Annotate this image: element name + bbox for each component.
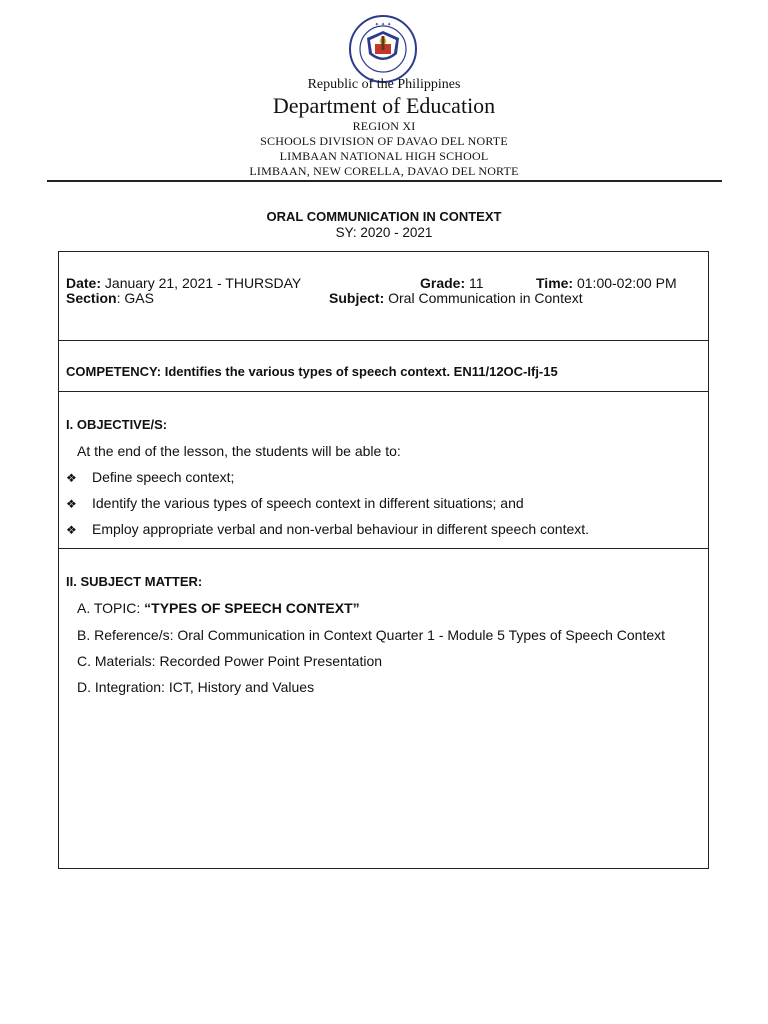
row-divider (59, 391, 708, 392)
region-line: REGION XI (352, 119, 416, 133)
objectives-intro: At the end of the lesson, the students will be able to: (77, 443, 401, 459)
department-title: Department of Education (272, 93, 496, 118)
topic-label: A. TOPIC: (77, 600, 145, 616)
time-label: Time: (536, 275, 574, 291)
section-label: Section (66, 290, 117, 306)
objective-item: Employ appropriate verbal and non-verbal behaviour in different speech context. (92, 521, 590, 537)
grade-field (420, 275, 484, 291)
objective-item: Define speech context; (92, 469, 235, 485)
address-line: LIMBAAN, NEW CORELLA, DAVAO DEL NORTE (249, 164, 519, 178)
section-field (66, 290, 154, 306)
bullet-icon: ❖ (66, 471, 77, 485)
document-title: ORAL COMMUNICATION IN CONTEXT (266, 209, 502, 224)
materials-line: C. Materials: Recorded Power Point Presentation (77, 653, 383, 669)
topic-line (77, 600, 360, 616)
bullet-icon: ❖ (66, 497, 77, 511)
republic-line: Republic of the Philippines (307, 77, 461, 92)
section-value: : GAS (116, 290, 154, 306)
subject-field (329, 290, 583, 306)
integration-line: D. Integration: ICT, History and Values (77, 679, 315, 695)
time-value: 01:00-02:00 PM (576, 275, 677, 291)
date-label: Date: (66, 275, 102, 291)
row-divider (59, 340, 708, 341)
objective-item: Identify the various types of speech context in different situations; and (92, 495, 524, 511)
school-year: SY: 2020 - 2021 (335, 225, 433, 240)
header-divider (47, 180, 722, 182)
bullet-icon: ❖ (66, 523, 77, 537)
competency-text: COMPETENCY: Identifies the various types of speech context. EN11/12OC-Ifj-15 (66, 364, 558, 379)
grade-label: Grade: (420, 275, 466, 291)
subject-value: Oral Communication in Context (388, 290, 583, 306)
date-value: January 21, 2021 - THURSDAY (104, 275, 302, 291)
school-line: LIMBAAN NATIONAL HIGH SCHOOL (279, 149, 489, 163)
subject-matter-heading: II. SUBJECT MATTER: (66, 574, 203, 589)
row-divider (59, 548, 708, 549)
grade-value: 11 (469, 275, 484, 291)
division-line: SCHOOLS DIVISION OF DAVAO DEL NORTE (260, 134, 508, 148)
time-field (536, 275, 677, 291)
subject-label: Subject: (329, 290, 385, 306)
topic-value: “TYPES OF SPEECH CONTEXT” (144, 600, 360, 616)
lesson-plan-table (58, 251, 709, 869)
objectives-heading: I. OBJECTIVE/S: (66, 417, 168, 432)
reference-line: B. Reference/s: Oral Communication in Context Quarter 1 - Module 5 Types of Speech Context (77, 627, 666, 643)
svg-text:✦ ✦ ✦: ✦ ✦ ✦ (374, 22, 392, 28)
date-field (66, 275, 301, 291)
deped-seal-icon (348, 14, 418, 84)
